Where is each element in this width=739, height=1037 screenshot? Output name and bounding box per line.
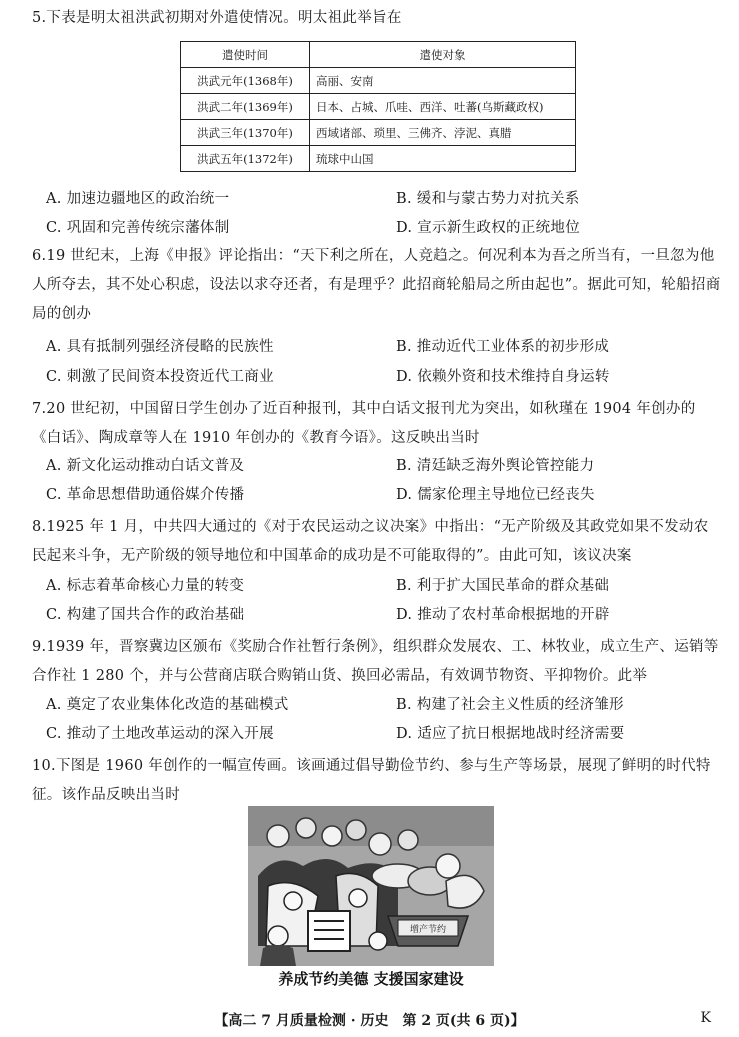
option-b[interactable]: B. 利于扩大国民革命的群众基础	[396, 578, 610, 594]
table-row	[181, 120, 576, 146]
option-c[interactable]: C. 推动了土地改革运动的深入开展	[46, 726, 274, 742]
table-row	[181, 146, 576, 172]
option-b[interactable]: B. 推动近代工业体系的初步形成	[396, 339, 610, 355]
table-cell: 高丽、安南	[310, 68, 576, 94]
option-c[interactable]: C. 刺激了民间资本投资近代工商业	[46, 369, 274, 385]
option-c[interactable]: C. 构建了国共合作的政治基础	[46, 607, 245, 623]
envoy-table	[180, 41, 576, 172]
question-8-stem: 8.1925 年 1 月，中共四大通过的《对于农民运动之议决案》中指出：“无产阶级及其政党如果不发动农民起来斗争，无产阶级的领导地位和中国革命的成功是不可能取得的”。由此可知，该议决案	[32, 519, 709, 564]
page-footer: 【高二 7 月质量检测 · 历史 第 2 页(共 6 页)】	[214, 1013, 525, 1029]
table-cell: 琉球中山国	[310, 146, 576, 172]
question-7-stem: 7.20 世纪初，中国留日学生创办了近百种报刊，其中白话文报刊尤为突出，如秋瑾在 1904 年创办的《白话》、陶成章等人在 1910 年创办的《教育今语》。这反映出当时	[32, 401, 696, 446]
option-a[interactable]: A. 新文化运动推动白话文普及	[46, 458, 245, 474]
table-header: 遣使对象	[310, 42, 576, 68]
question-9-stem: 9.1939 年，晋察冀边区颁布《奖励合作社暂行条例》，组织群众发展农、工、林牧业，成立生产、运销等合作社 1 280 个，并与公营商店联合购销山货、换回必需品，有效调节物资、平抑物价。此举	[32, 639, 719, 684]
sign-text: 增产节约	[409, 925, 447, 935]
question-10-stem: 10.下图是 1960 年创作的一幅宣传画。该画通过倡导勤俭节约、参与生产等场景，展现了鲜明的时代特征。该作品反映出当时	[32, 758, 711, 803]
option-c[interactable]: C. 巩固和完善传统宗藩体制	[46, 220, 230, 236]
table-cell: 西域诸部、琐里、三佛齐、浡泥、真腊	[310, 120, 576, 146]
table-cell: 洪武元年(1368年)	[181, 68, 310, 94]
option-d[interactable]: D. 宣示新生政权的正统地位	[396, 220, 581, 236]
table-cell: 洪武二年(1369年)	[181, 94, 310, 120]
question-6-stem: 6.19 世纪末，上海《申报》评论指出：“天下利之所在，人竞趋之。何况利本为吾之所当有，一旦忽为他人所夺去，其不处心积虑，设法以求夺还者，有是理乎？此招商轮船局之所由起也”。据此可知，轮船招商局的创办	[32, 248, 721, 322]
option-a[interactable]: A. 加速边疆地区的政治统一	[46, 191, 230, 207]
question-5-stem: 5.下表是明太祖洪武初期对外遣使情况。明太祖此举旨在	[32, 10, 402, 26]
table-header: 遣使时间	[181, 42, 310, 68]
table-cell: 日本、占城、爪哇、西洋、吐蕃(乌斯藏政权)	[310, 94, 576, 120]
option-a[interactable]: A. 具有抵制列强经济侵略的民族性	[46, 339, 274, 355]
table-cell: 洪武三年(1370年)	[181, 120, 310, 146]
table-row	[181, 68, 576, 94]
table-row	[181, 94, 576, 120]
paper-version-mark: K	[700, 1010, 711, 1026]
option-b[interactable]: B. 清廷缺乏海外舆论管控能力	[396, 458, 595, 474]
poster-illustration	[248, 806, 494, 990]
option-d[interactable]: D. 儒家伦理主导地位已经丧失	[396, 487, 595, 503]
poster-caption: 养成节约美德 支援国家建设	[278, 970, 464, 988]
option-a[interactable]: A. 奠定了农业集体化改造的基础模式	[46, 697, 289, 713]
option-d[interactable]: D. 适应了抗日根据地战时经济需要	[396, 726, 625, 742]
option-b[interactable]: B. 构建了社会主义性质的经济雏形	[396, 697, 624, 713]
table-header-row	[181, 42, 576, 68]
propaganda-poster	[248, 806, 494, 990]
option-a[interactable]: A. 标志着革命核心力量的转变	[46, 578, 245, 594]
table-cell: 洪武五年(1372年)	[181, 146, 310, 172]
option-c[interactable]: C. 革命思想借助通俗媒介传播	[46, 487, 245, 503]
option-d[interactable]: D. 依赖外资和技术维持自身运转	[396, 369, 610, 385]
option-d[interactable]: D. 推动了农村革命根据地的开辟	[396, 607, 610, 623]
option-b[interactable]: B. 缓和与蒙古势力对抗关系	[396, 191, 580, 207]
